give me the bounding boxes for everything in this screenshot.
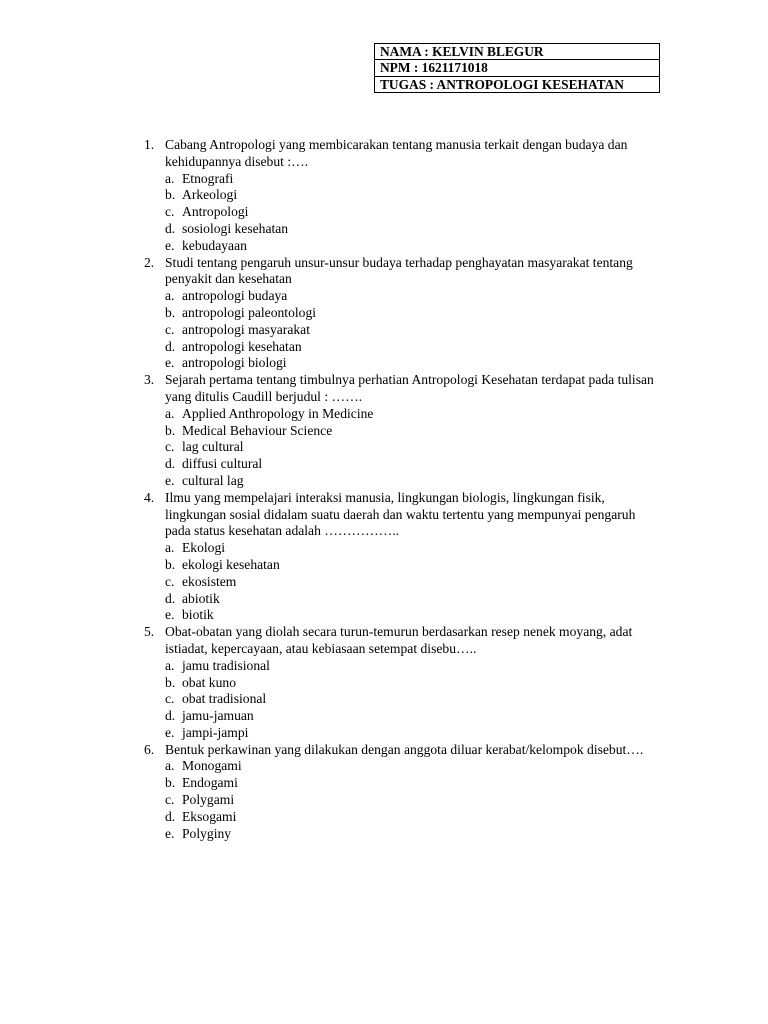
option-text: obat tradisional: [182, 691, 267, 707]
option-text: cultural lag: [182, 472, 244, 488]
option-letter: e.: [165, 724, 175, 740]
option-text: jamu tradisional: [182, 657, 270, 673]
option-letter: a.: [165, 758, 175, 774]
option-letter: b.: [165, 187, 176, 203]
option-letter: a.: [165, 405, 175, 421]
answer-options: [165, 406, 664, 490]
answer-option: [165, 423, 664, 440]
answer-option: [165, 792, 664, 809]
option-text: Monogami: [182, 758, 242, 774]
question-number: 5.: [144, 624, 155, 640]
option-letter: a.: [165, 657, 175, 673]
option-letter: c.: [165, 321, 175, 337]
student-npm: NPM : 1621171018: [375, 60, 659, 76]
option-text: antropologi budaya: [182, 288, 288, 304]
question-text: Ilmu yang mempelajari interaksi manusia, lingkungan biologis, lingkungan fisik, lingkungan sosial didalam suatu daerah dan waktu tertentu yang mempunyai pengaruh pada status kesehatan adalah ……………..: [165, 489, 636, 539]
option-letter: b.: [165, 422, 176, 438]
option-letter: d.: [165, 708, 176, 724]
answer-option: [165, 204, 664, 221]
option-letter: c.: [165, 439, 175, 455]
answer-option: [165, 187, 664, 204]
question-number: 2.: [144, 254, 155, 270]
assignment-title: TUGAS : ANTROPOLOGI KESEHATAN: [375, 77, 659, 93]
option-text: Polygami: [182, 792, 235, 808]
answer-option: [165, 305, 664, 322]
option-letter: c.: [165, 204, 175, 220]
question-item: [144, 137, 664, 255]
option-text: Polyginy: [182, 825, 232, 841]
answer-option: [165, 658, 664, 675]
answer-options: [165, 758, 664, 842]
option-text: Etnografi: [182, 170, 234, 186]
answer-option: [165, 574, 664, 591]
option-letter: c.: [165, 573, 175, 589]
answer-option: [165, 691, 664, 708]
option-text: Arkeologi: [182, 187, 238, 203]
question-text: Studi tentang pengaruh unsur-unsur budaya terhadap penghayatan masyarakat tentang penyakit dan kesehatan: [165, 254, 633, 287]
option-letter: d.: [165, 456, 176, 472]
answer-option: [165, 339, 664, 356]
option-letter: c.: [165, 792, 175, 808]
answer-option: [165, 221, 664, 238]
answer-option: [165, 758, 664, 775]
option-letter: e.: [165, 355, 175, 371]
answer-options: [165, 288, 664, 372]
answer-option: [165, 591, 664, 608]
option-letter: e.: [165, 825, 175, 841]
option-text: antropologi paleontologi: [182, 304, 317, 320]
answer-option: [165, 557, 664, 574]
answer-option: [165, 607, 664, 624]
question-text: Obat-obatan yang diolah secara turun-temurun berdasarkan resep nenek moyang, adat istiadat, kepercayaan, atau kebiasaan setempat disebu…..: [165, 624, 633, 656]
option-letter: a.: [165, 540, 175, 556]
question-item: [144, 372, 664, 490]
question-item: [144, 742, 664, 843]
student-name: NAMA : KELVIN BLEGUR: [375, 44, 659, 60]
option-letter: d.: [165, 338, 176, 354]
answer-option: [165, 708, 664, 725]
answer-options: [165, 658, 664, 742]
option-letter: e.: [165, 607, 175, 623]
option-text: lag cultural: [182, 439, 244, 455]
option-letter: c.: [165, 691, 175, 707]
option-text: obat kuno: [182, 674, 236, 690]
answer-options: [165, 540, 664, 624]
question-text: Sejarah pertama tentang timbulnya perhatian Antropologi Kesehatan terdapat pada tulisan yang ditulis Caudill berjudul : …….: [165, 372, 654, 404]
option-text: jamu-jamuan: [182, 708, 254, 724]
answer-option: [165, 540, 664, 557]
option-letter: d.: [165, 590, 176, 606]
option-text: sosiologi kesehatan: [182, 220, 289, 236]
option-text: jampi-jampi: [182, 724, 249, 740]
answer-option: [165, 439, 664, 456]
option-letter: d.: [165, 808, 176, 824]
question-number: 3.: [144, 372, 155, 388]
option-letter: b.: [165, 304, 176, 320]
question-number: 4.: [144, 489, 155, 505]
option-letter: b.: [165, 674, 176, 690]
option-text: antropologi masyarakat: [182, 321, 310, 337]
answer-option: [165, 675, 664, 692]
question-item: [144, 255, 664, 373]
answer-option: [165, 322, 664, 339]
option-text: ekosistem: [182, 573, 237, 589]
answer-option: [165, 809, 664, 826]
option-text: Applied Anthropology in Medicine: [182, 405, 374, 421]
option-text: Endogami: [182, 775, 238, 791]
option-text: diffusi cultural: [182, 456, 263, 472]
option-letter: a.: [165, 170, 175, 186]
option-text: antropologi biologi: [182, 355, 287, 371]
question-text: Bentuk perkawinan yang dilakukan dengan anggota diluar kerabat/kelompok disebut….: [165, 741, 644, 757]
answer-option: [165, 775, 664, 792]
question-item: [144, 490, 664, 624]
question-number: 1.: [144, 137, 155, 152]
option-letter: e.: [165, 237, 175, 253]
answer-option: [165, 238, 664, 255]
option-letter: d.: [165, 220, 176, 236]
answer-option: [165, 171, 664, 188]
option-text: Antropologi: [182, 204, 249, 220]
option-letter: a.: [165, 288, 175, 304]
option-text: ekologi kesehatan: [182, 556, 280, 572]
question-list: [144, 137, 664, 842]
option-text: Ekologi: [182, 540, 226, 556]
answer-option: [165, 473, 664, 490]
option-letter: e.: [165, 472, 175, 488]
question-item: [144, 624, 664, 742]
answer-option: [165, 826, 664, 843]
question-number: 6.: [144, 741, 155, 757]
answer-options: [165, 171, 664, 255]
option-letter: b.: [165, 556, 176, 572]
student-info-box: [374, 43, 660, 93]
answer-option: [165, 725, 664, 742]
answer-option: [165, 355, 664, 372]
option-text: biotik: [182, 607, 214, 623]
option-letter: b.: [165, 775, 176, 791]
option-text: Medical Behaviour Science: [182, 422, 333, 438]
option-text: antropologi kesehatan: [182, 338, 302, 354]
option-text: kebudayaan: [182, 237, 247, 253]
answer-option: [165, 288, 664, 305]
answer-option: [165, 456, 664, 473]
option-text: abiotik: [182, 590, 220, 606]
answer-option: [165, 406, 664, 423]
option-text: Eksogami: [182, 808, 237, 824]
question-text: Cabang Antropologi yang membicarakan tentang manusia terkait dengan budaya dan kehidupannya disebut :….: [165, 137, 628, 169]
